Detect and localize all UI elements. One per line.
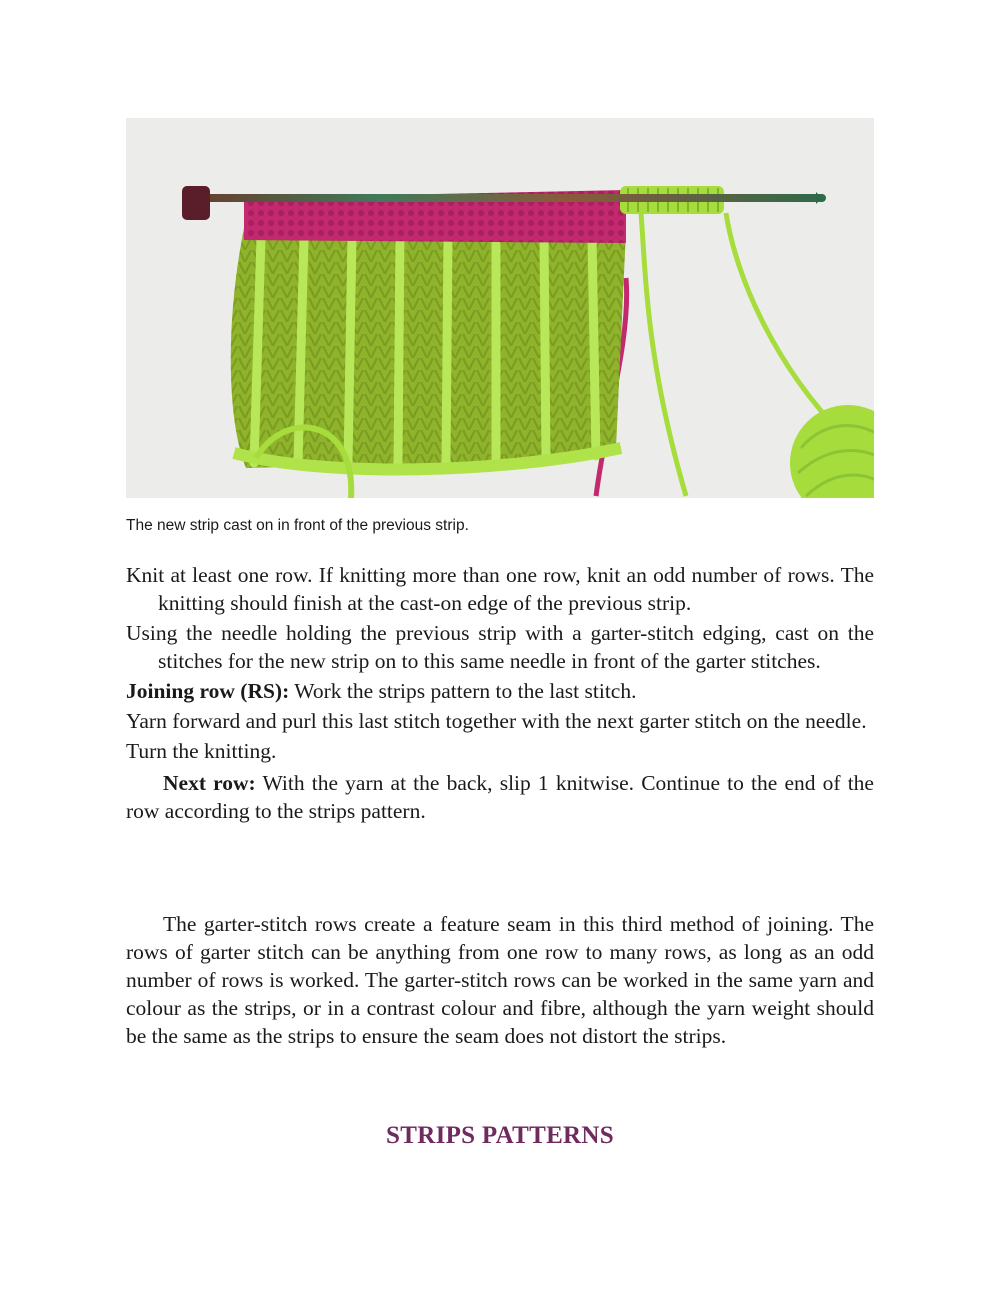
knitting-needle bbox=[186, 194, 826, 202]
figure-caption: The new strip cast on in front of the previous strip. bbox=[126, 517, 469, 534]
instruction-step bbox=[126, 769, 874, 825]
step-text: With the yarn at the back, slip 1 knitwise. Continue to the end of the row according to the strips pattern. bbox=[126, 771, 874, 823]
instruction-step: Knit at least one row. If knitting more than one row, knit an odd number of rows. The knitting should finish at the cast-on edge of the previous strip. bbox=[126, 563, 874, 615]
needle-end-knob bbox=[182, 186, 210, 220]
step-label: Joining row (RS): bbox=[126, 679, 290, 703]
step-text: Work the strips pattern to the last stitch. bbox=[289, 679, 637, 703]
step-label: Next row: bbox=[163, 771, 256, 795]
knitting-illustration bbox=[126, 118, 874, 498]
instruction-step bbox=[126, 677, 874, 705]
body-paragraph: The garter-stitch rows create a feature seam in this third method of joining. The rows of garter stitch can be anything from one row to many rows, as long as an odd number of rows is worked. The garter-stitch rows can be worked in the same yarn and colour as the strips, or in a contrast colour and fibre, although the yarn weight should be the same as the strips to ensure the seam does not distort the strips. bbox=[126, 912, 874, 1048]
instruction-step: Turn the knitting. bbox=[126, 739, 277, 763]
instructions bbox=[126, 561, 874, 825]
knitting-photo bbox=[126, 118, 874, 498]
instruction-step: Yarn forward and purl this last stitch together with the next garter stitch on the needle. bbox=[126, 709, 867, 733]
body-paragraph-block bbox=[126, 910, 874, 1050]
lime-yarn-tail bbox=[641, 213, 686, 496]
lime-yarn-strand bbox=[726, 213, 846, 438]
instruction-step: Using the needle holding the previous strip with a garter-stitch edging, cast on the stitches for the new strip on to this same needle in front of the garter stitches. bbox=[126, 621, 874, 673]
section-heading: STRIPS PATTERNS bbox=[386, 1122, 614, 1149]
